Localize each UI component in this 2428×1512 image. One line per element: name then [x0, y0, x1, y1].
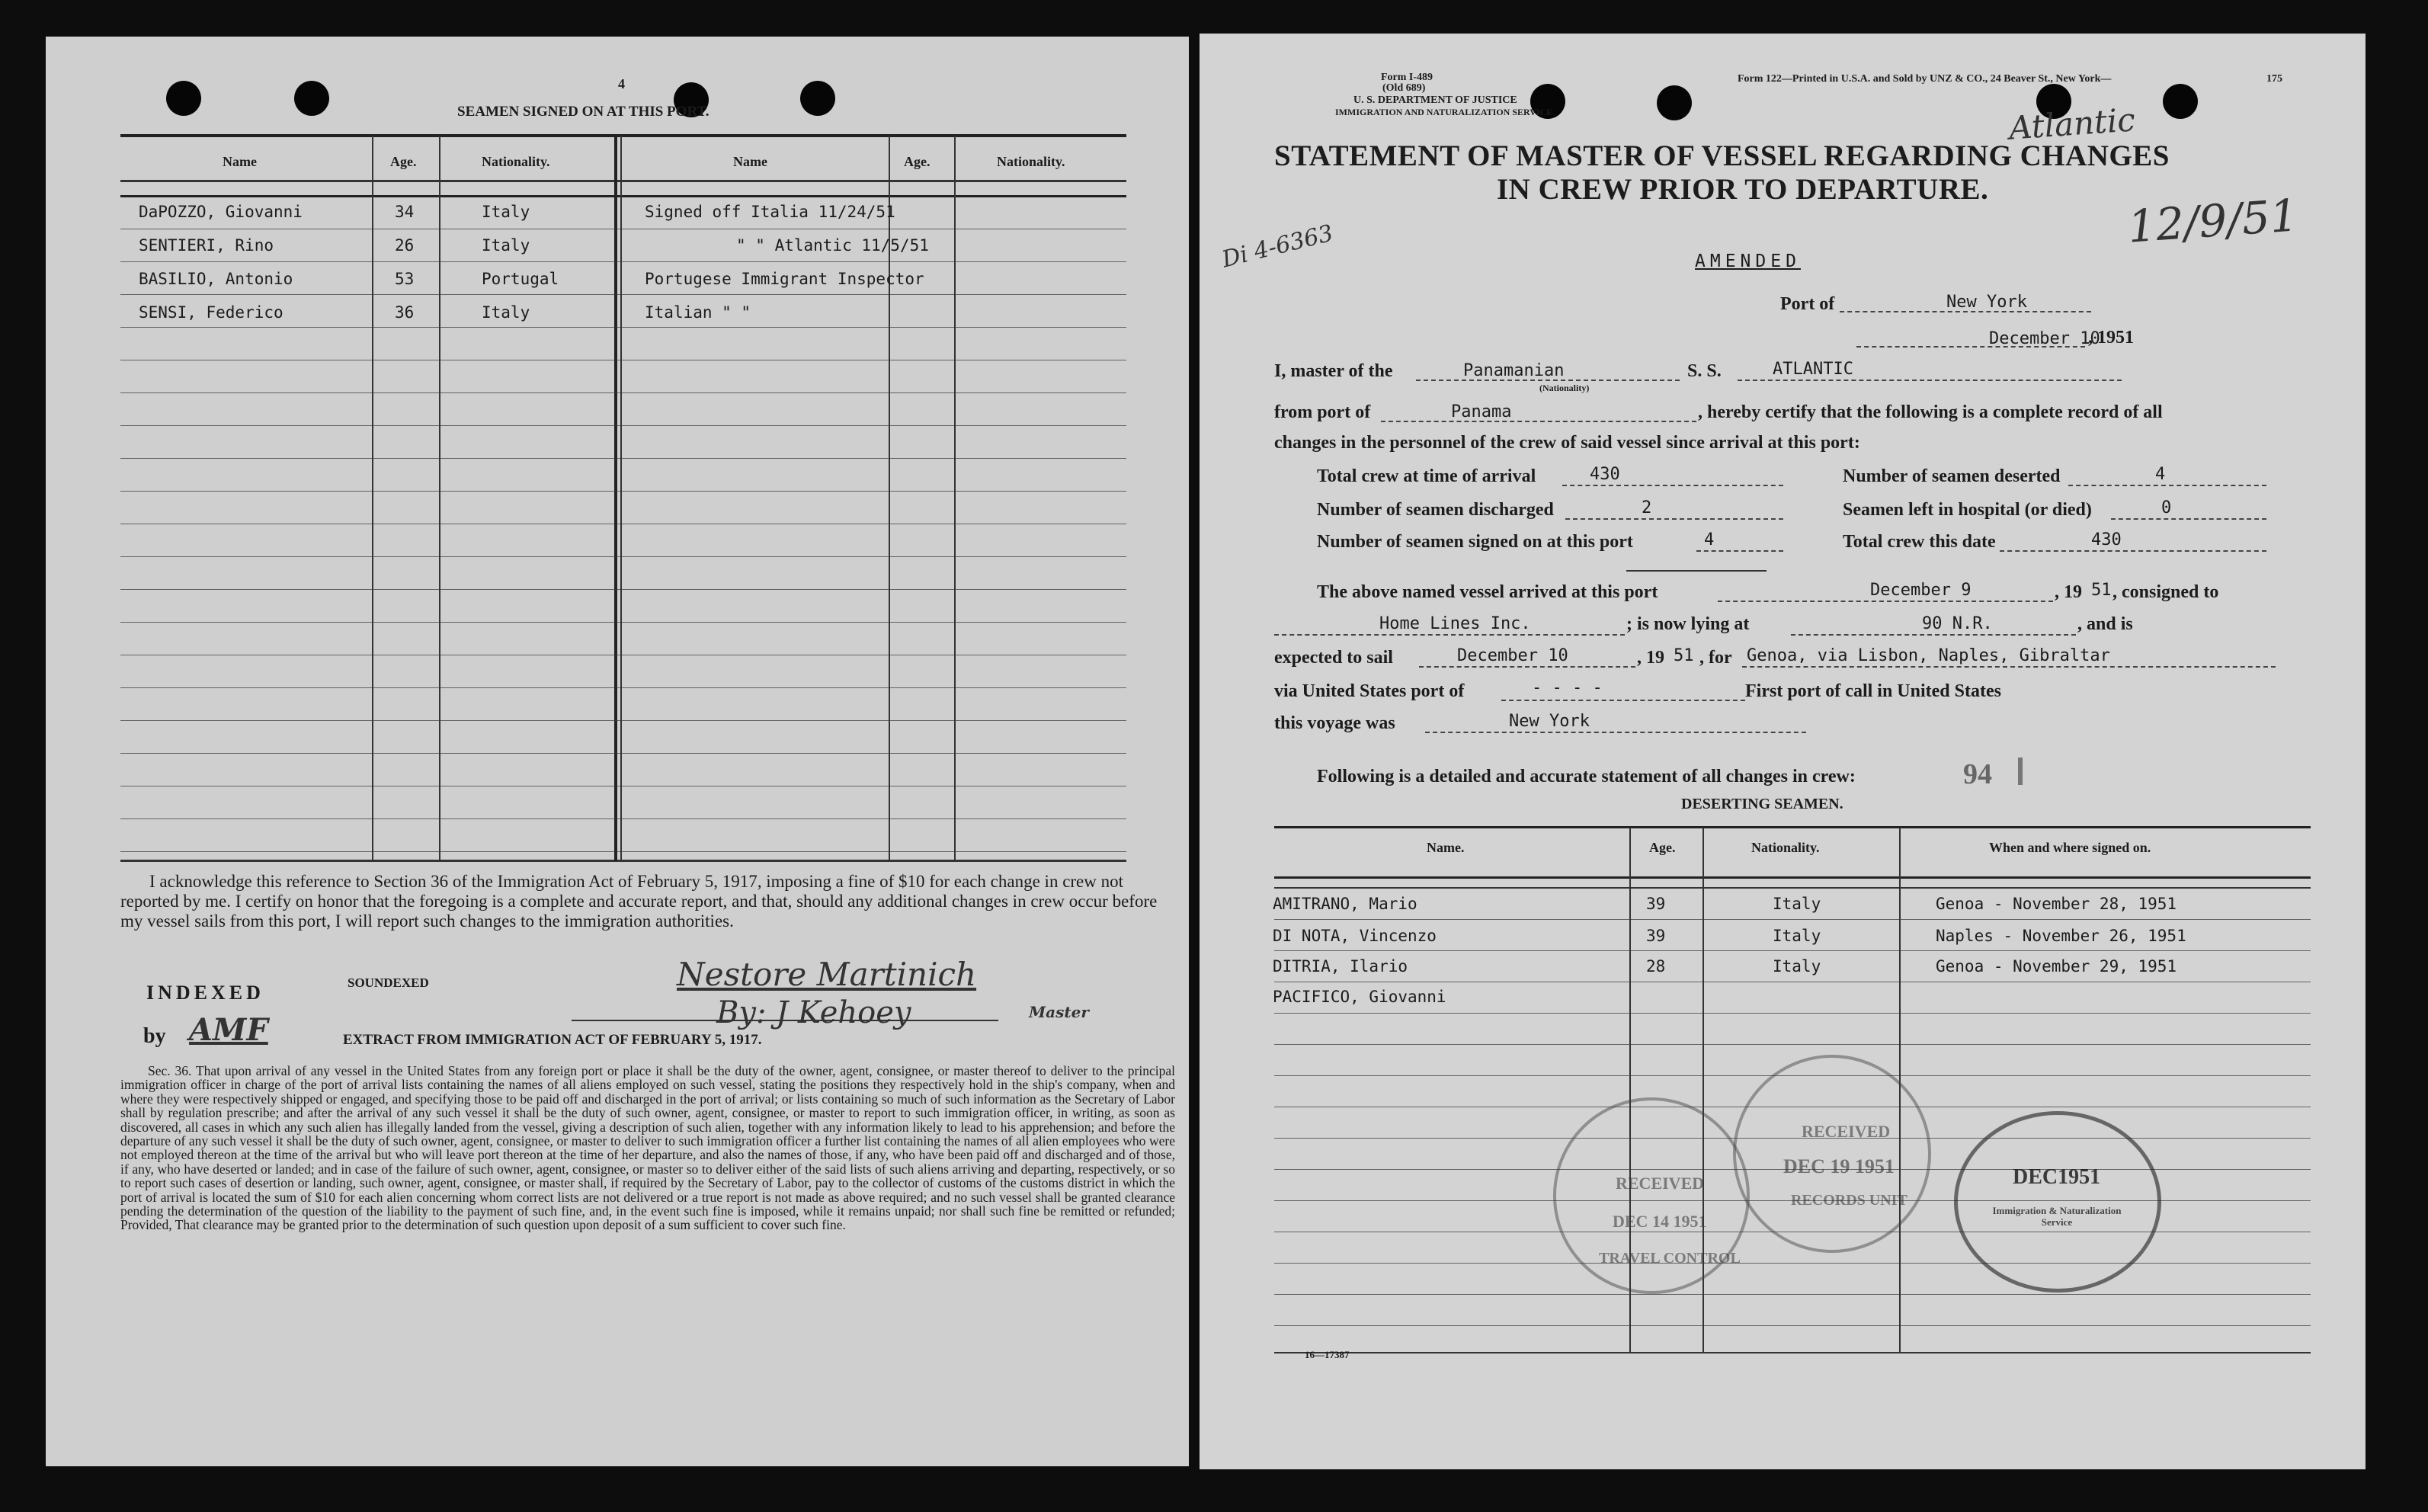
- row-rule: [1274, 919, 2311, 920]
- printer-number: 175: [2266, 73, 2282, 85]
- from-port-value: Panama: [1451, 402, 1512, 421]
- via-label: via United States port of: [1274, 681, 1465, 701]
- row-rule: [1274, 1263, 2311, 1264]
- form-title-line1: STATEMENT OF MASTER OF VESSEL REGARDING CHANGES: [1274, 139, 2170, 172]
- stat-label: Number of seamen signed on at this port: [1317, 532, 1633, 552]
- sec-body: That upon arrival of any vessel in the United States from any foreign port or place it shall be the duty of the owner, agent, consignee, or master thereof to deliver to the principal immigration officer in charge of the port of arrival lists containing the names of all aliens employed on such vessel, stating the positions they respectively hold in the ship's company, when and where they were respectively shipped or engaged, and specifying those to be paid off and discharged in the port of arrival; or lists containing so much of such information as the Secretary of Labor shall by regulation prescribe; and after the arrival of any such vessel it shall be the duty of such owner, agent, consignee, or master to report to such immigration officer, in writing, as soon as discovered, all cases in which any such alien has illegally landed from the vessel, giving a description of such alien, together with any information likely to lead to his apprehension; and before the departure of any such vessel it shall be the duty of such owner, agent, consignee, or master to deliver to such immigration officer a further list containing the names of all alien employees who were not employed thereon at the time of the arrival but who will leave port thereon at the time of her departure, and also the names of those, if any, who have been paid off and discharged and of those, if any, who have deserted or landed; and in case of the failure of such owner, agent, consignee, or master so to deliver either of the said lists of such aliens arriving and departing, respectively, or so to report such cases of desertion or landing, such owner, agent, consignee, or master shall, if required by the Secretary of Labor, pay to the collector of customs of the customs district in which the port of arrival is located the sum of $10 for each alien concerning whom correct lists are not delivered or a true report is not made as above required; and no such vessel shall be granted clearance pending the determination of the question of the liability to the payment of such fine, and, in the event such fine is imposed, while it remains unpaid; nor shall such fine be remitted or refunded; Provided, That clearance may be granted prior to the determination of such question upon deposit of a sum sufficient to cover such fine.: [120, 1063, 1175, 1233]
- row-name: DITRIA, Ilario: [1273, 957, 1408, 975]
- row-age: 28: [1646, 957, 1666, 975]
- right-page: [1200, 34, 2366, 1469]
- col-header-age: Age.: [904, 154, 931, 169]
- stamp-number: 94: [1963, 758, 1992, 790]
- stat-value: 4: [1704, 530, 1715, 549]
- amended-label: AMENDED: [1695, 251, 1801, 271]
- arrived-year: 51: [2091, 581, 2112, 600]
- port-of-label: Port of: [1780, 294, 1835, 314]
- stat-label: Seamen left in hospital (or died): [1843, 500, 2092, 520]
- row-name: PACIFICO, Giovanni: [1273, 988, 1446, 1006]
- row-rule: [1274, 1294, 2311, 1295]
- stat-label: Total crew this date: [1843, 532, 1996, 552]
- row-nationality: Italy: [482, 203, 530, 221]
- by-signature: By: J Kehoey: [716, 995, 911, 1030]
- row-age: 36: [395, 303, 415, 322]
- page-number: 4: [618, 76, 625, 91]
- by-initials: AMF: [189, 1012, 268, 1048]
- arrived-year-prefix: , 19: [2055, 582, 2082, 602]
- col-header-nationality: Nationality.: [482, 154, 550, 169]
- row-rule: [120, 261, 1126, 262]
- via-port: - - - -: [1532, 678, 1603, 697]
- deserting-title: DESERTING SEAMEN.: [1681, 796, 1843, 812]
- row-age: 26: [395, 236, 415, 255]
- service: IMMIGRATION AND NATURALIZATION SERVICE: [1335, 107, 1553, 117]
- punch-hole: [166, 81, 201, 116]
- first-port-label: First port of call in United States: [1745, 681, 2001, 701]
- row-rule: [1274, 950, 2311, 951]
- col-header-age: Age.: [1649, 840, 1676, 855]
- sail-date: December 10: [1457, 646, 1568, 665]
- for-label: , for: [1699, 648, 1732, 668]
- voyage-label: this voyage was: [1274, 713, 1395, 733]
- certify-text: , hereby certify that the following is a complete record of all: [1698, 402, 2163, 422]
- arrived-label: The above named vessel arrived at this port: [1317, 582, 1658, 602]
- lying-label: ; is now lying at: [1626, 614, 1750, 634]
- arrived-date: December 9: [1870, 581, 1972, 600]
- stat-value: 0: [2161, 498, 2172, 517]
- punch-hole: [2163, 84, 2198, 119]
- ship-name: ATLANTIC: [1773, 360, 1853, 379]
- row-rule: [120, 294, 1126, 295]
- nationality-value: Panamanian: [1463, 361, 1565, 380]
- sail-year-prefix: , 19: [1637, 648, 1664, 668]
- sec36-text: [120, 1064, 1175, 1232]
- handwritten-date: 12/9/51: [2125, 189, 2300, 253]
- master-label: Master: [1029, 1003, 1089, 1021]
- row-name: DaPOZZO, Giovanni: [139, 203, 303, 221]
- row-name: BASILIO, Antonio: [139, 270, 293, 288]
- row-name: SENSI, Federico: [139, 303, 283, 322]
- stat-value: 430: [2091, 530, 2122, 549]
- form-number: Form I-489: [1381, 72, 1433, 83]
- row-rule: [120, 622, 1126, 623]
- and-is: , and is: [2077, 614, 2133, 634]
- col-header-age: Age.: [390, 154, 417, 169]
- records-stamp: RECEIVED DEC 19 1951 RECORDS UNIT: [1733, 1055, 1931, 1253]
- printer-line: Form 122—Printed in U.S.A. and Sold by UNZ & CO., 24 Beaver St., New York—: [1738, 73, 2112, 85]
- row-nationality: Italy: [1773, 957, 1821, 975]
- row-when: Genoa - November 29, 1951: [1936, 957, 2177, 975]
- from-port-label: from port of: [1274, 402, 1371, 422]
- row-rule: [120, 491, 1126, 492]
- consigned-label: , consigned to: [2112, 582, 2219, 602]
- row-remark: Signed off Italia 11/24/51: [645, 203, 895, 221]
- row-rule: [120, 753, 1126, 754]
- voyage-port: New York: [1509, 712, 1590, 731]
- row-name: AMITRANO, Mario: [1273, 895, 1417, 913]
- row-name: SENTIERI, Rino: [139, 236, 274, 255]
- extract-title: EXTRACT FROM IMMIGRATION ACT OF FEBRUARY 5, 1917.: [343, 1032, 762, 1048]
- row-age: 39: [1646, 895, 1666, 913]
- punch-hole: [1657, 85, 1692, 120]
- row-rule: [1274, 1044, 2311, 1045]
- row-rule: [120, 687, 1126, 688]
- col-header-nationality: Nationality.: [997, 154, 1065, 169]
- row-name: DI NOTA, Vincenzo: [1273, 927, 1437, 945]
- stat-label: Total crew at time of arrival: [1317, 466, 1536, 486]
- left-title: SEAMEN SIGNED ON AT THIS PORT.: [457, 104, 710, 120]
- row-rule: [120, 458, 1126, 459]
- date-year: , 1951: [2088, 328, 2134, 348]
- stat-value: 430: [1590, 465, 1620, 484]
- footer-code: 16—17387: [1305, 1349, 1350, 1360]
- row-rule: [120, 425, 1126, 426]
- nationality-caption: (Nationality): [1539, 383, 1590, 393]
- row-nationality: Italy: [482, 303, 530, 322]
- dept: U. S. DEPARTMENT OF JUSTICE: [1353, 94, 1517, 106]
- stat-label: Number of seamen deserted: [1843, 466, 2061, 486]
- ss-label: S. S.: [1687, 361, 1722, 381]
- stat-value: 2: [1642, 498, 1652, 517]
- ins-date-stamp: DEC1951 Immigration & Naturalization Service: [1954, 1111, 2161, 1293]
- certify-text-2: changes in the personnel of the crew of said vessel since arrival at this port:: [1274, 433, 1860, 453]
- row-nationality: Italy: [482, 236, 530, 255]
- row-when: Naples - November 26, 1951: [1936, 927, 2186, 945]
- row-rule: [120, 720, 1126, 721]
- port-of-value: New York: [1946, 293, 2027, 312]
- expected-label: expected to sail: [1274, 648, 1393, 668]
- row-rule: [120, 589, 1126, 590]
- sail-year: 51: [1674, 646, 1694, 665]
- master-of-label: I, master of the: [1274, 361, 1393, 381]
- punch-hole: [800, 81, 835, 116]
- pier: 90 N.R.: [1922, 614, 1993, 633]
- soundexed-stamp: SOUNDEXED: [348, 975, 429, 990]
- acknowledgement-text: I acknowledge this reference to Section 36 of the Immigration Act of February 5, 1917, imposing a fine of $10 for each change in crew not reported by me. I certify on honor that the foregoing is a complete and accurate report, and that, should any additional changes in crew occur before my vessel sails from this port, I will report such changes to the immigration authorities.: [120, 872, 1158, 931]
- row-rule: [120, 327, 1126, 328]
- row-age: 34: [395, 203, 415, 221]
- form-old: (Old 689): [1382, 82, 1426, 94]
- row-rule: [1274, 1325, 2311, 1326]
- row-when: Genoa - November 28, 1951: [1936, 895, 2177, 913]
- handwritten-ship: Atlantic: [2007, 101, 2137, 147]
- row-age: 53: [395, 270, 415, 288]
- stat-value: 4: [2155, 465, 2166, 484]
- col-header-when: When and where signed on.: [1989, 840, 2151, 855]
- received-stamp: RECEIVED DEC 14 1951 TRAVEL CONTROL: [1553, 1097, 1750, 1294]
- row-remark: " " Atlantic 11/5/51: [736, 236, 929, 255]
- stat-label: Number of seamen discharged: [1317, 500, 1554, 520]
- row-nationality: Portugal: [482, 270, 559, 288]
- row-rule: [120, 818, 1126, 819]
- punch-hole: [294, 81, 329, 116]
- by-label: by: [143, 1024, 166, 1048]
- row-rule: [120, 392, 1126, 393]
- row-rule: [120, 556, 1126, 557]
- left-page: [46, 37, 1189, 1466]
- destination: Genoa, via Lisbon, Naples, Gibraltar: [1747, 646, 2110, 665]
- master-signature: Nestore Martinich: [677, 956, 977, 993]
- handwritten-file-number: Di 4-6363: [1219, 219, 1336, 274]
- sec-label: Sec. 36.: [148, 1063, 192, 1078]
- row-nationality: Italy: [1773, 895, 1821, 913]
- consignee: Home Lines Inc.: [1379, 614, 1531, 633]
- following-label: Following is a detailed and accurate statement of all changes in crew:: [1317, 767, 1856, 786]
- form-title-line2: IN CREW PRIOR TO DEPARTURE.: [1497, 173, 1989, 206]
- date-value: December 10: [1989, 329, 2100, 348]
- indexed-stamp: INDEXED: [146, 982, 264, 1004]
- col-header-name: Name.: [1427, 840, 1465, 855]
- row-rule: [120, 851, 1126, 852]
- col-header-name: Name: [733, 154, 767, 169]
- col-header-name: Name: [223, 154, 257, 169]
- row-remark: Portugese Immigrant Inspector: [645, 270, 924, 288]
- row-rule: [1274, 1013, 2311, 1014]
- row-age: 39: [1646, 927, 1666, 945]
- row-nationality: Italy: [1773, 927, 1821, 945]
- row-remark: Italian " ": [645, 303, 751, 322]
- col-header-nationality: Nationality.: [1751, 840, 1820, 855]
